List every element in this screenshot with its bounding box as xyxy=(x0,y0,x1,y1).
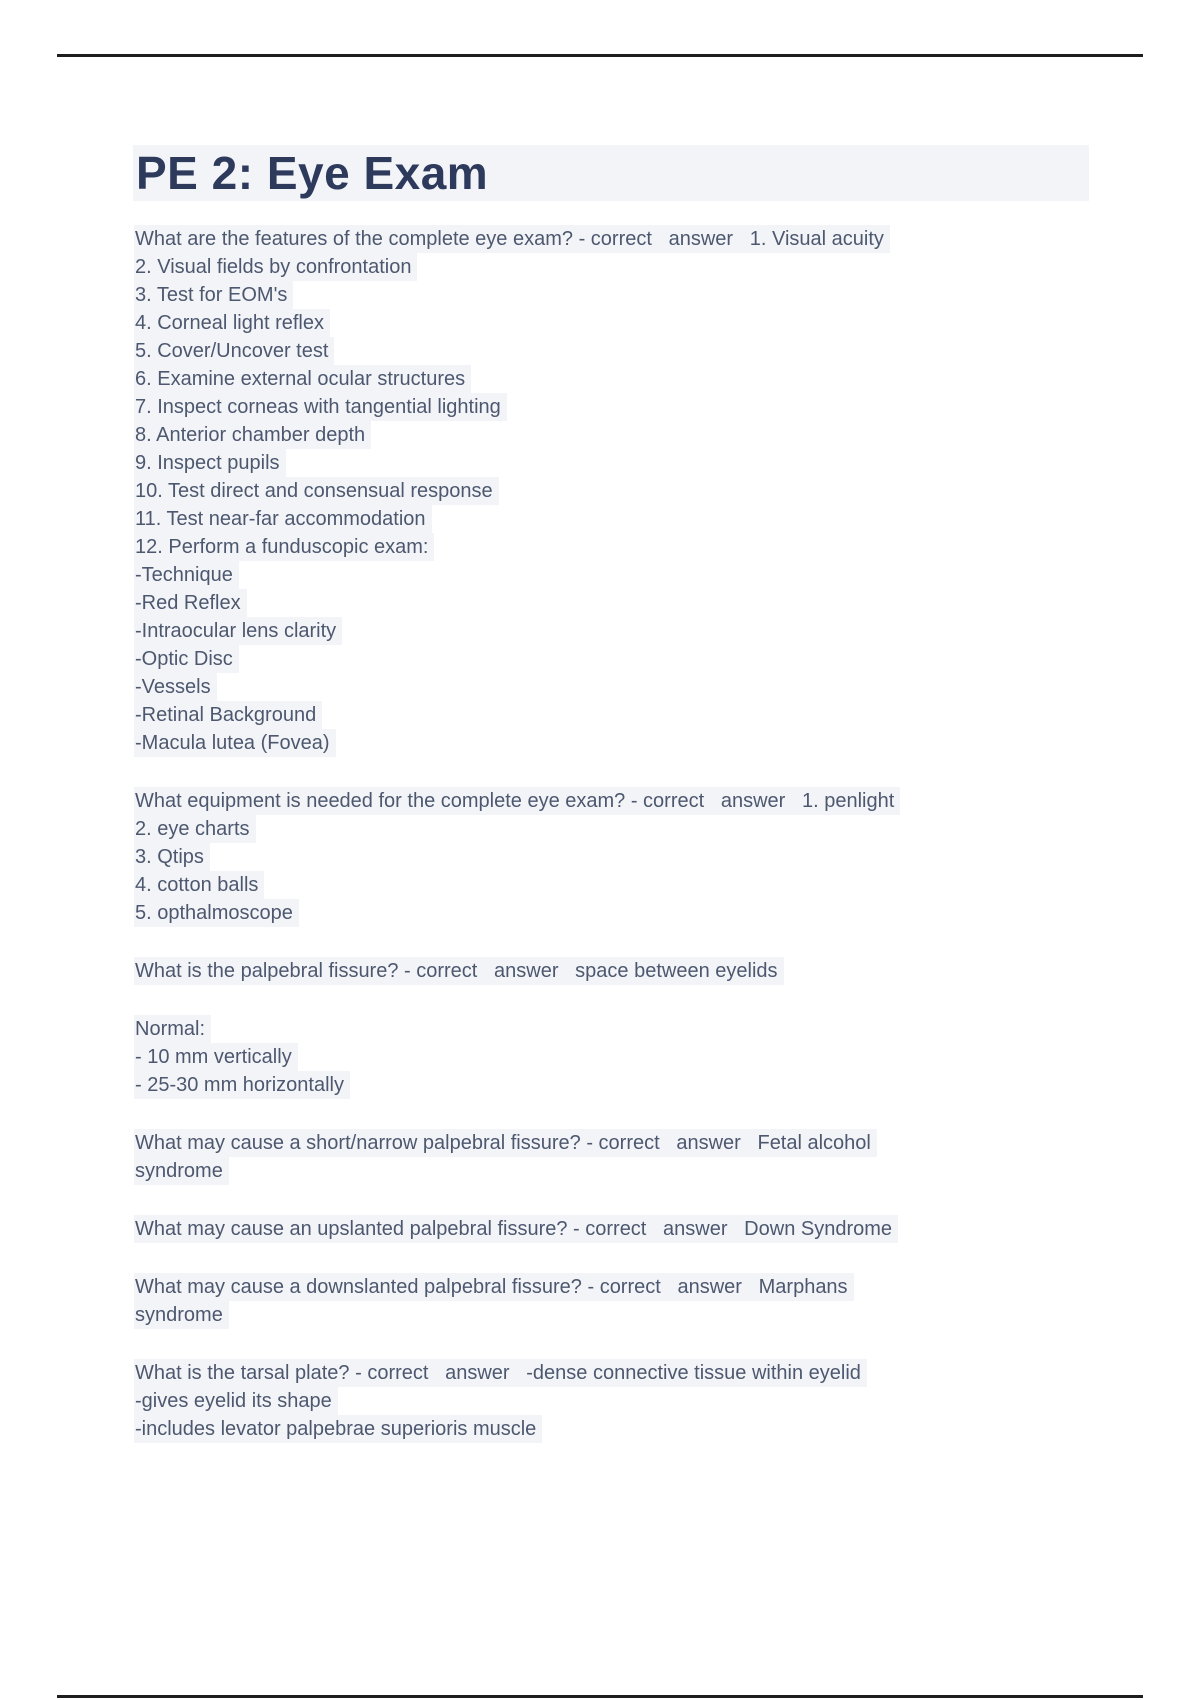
document-content xyxy=(135,225,1093,1473)
text-line-highlight: Normal: xyxy=(134,1015,211,1043)
text-line-highlight: What may cause an upslanted palpebral fissure? - correct answer Down Syndrome xyxy=(134,1215,898,1243)
text-line xyxy=(135,309,1093,337)
text-line-highlight: What may cause a downslanted palpebral fissure? - correct answer Marphans xyxy=(134,1273,854,1301)
text-line xyxy=(135,843,1093,871)
text-line xyxy=(135,1415,1093,1443)
qa-block-downslanted-fissure xyxy=(135,1273,1093,1329)
text-line xyxy=(135,871,1093,899)
text-line xyxy=(135,1071,1093,1099)
text-line-highlight: 10. Test direct and consensual response xyxy=(134,477,499,505)
text-line-highlight: What equipment is needed for the complete eye exam? - correct answer 1. penlight xyxy=(134,787,900,815)
text-line xyxy=(135,815,1093,843)
text-line xyxy=(135,1015,1093,1043)
qa-block-short-narrow-fissure xyxy=(135,1129,1093,1185)
text-line-highlight: -Optic Disc xyxy=(134,645,239,673)
text-line xyxy=(135,477,1093,505)
text-line-highlight: -Technique xyxy=(134,561,239,589)
qa-block-normal-measurements xyxy=(135,1015,1093,1099)
text-line xyxy=(135,365,1093,393)
text-line xyxy=(135,673,1093,701)
text-line-highlight: -Intraocular lens clarity xyxy=(134,617,342,645)
text-line xyxy=(135,225,1093,253)
text-line xyxy=(135,957,1093,985)
text-line-highlight: - 10 mm vertically xyxy=(134,1043,298,1071)
text-line-highlight: 2. eye charts xyxy=(134,815,256,843)
text-line xyxy=(135,1043,1093,1071)
text-line xyxy=(135,589,1093,617)
text-line xyxy=(135,561,1093,589)
text-line-highlight: 8. Anterior chamber depth xyxy=(134,421,371,449)
text-line-highlight: -Retinal Background xyxy=(134,701,322,729)
text-line xyxy=(135,533,1093,561)
text-line xyxy=(135,421,1093,449)
title-band xyxy=(133,145,1089,201)
text-line xyxy=(135,701,1093,729)
qa-block-palpebral-fissure xyxy=(135,957,1093,985)
qa-block-features-eye-exam xyxy=(135,225,1093,757)
text-line xyxy=(135,393,1093,421)
text-line-highlight: What may cause a short/narrow palpebral fissure? - correct answer Fetal alcohol xyxy=(134,1129,877,1157)
text-line xyxy=(135,505,1093,533)
text-line-highlight: syndrome xyxy=(134,1157,229,1185)
text-line-highlight: 4. Corneal light reflex xyxy=(134,309,330,337)
text-line xyxy=(135,1301,1093,1329)
text-line-highlight: -gives eyelid its shape xyxy=(134,1387,338,1415)
text-line-highlight: 4. cotton balls xyxy=(134,871,264,899)
text-line-highlight: 2. Visual fields by confrontation xyxy=(134,253,417,281)
text-line-highlight: 7. Inspect corneas with tangential lighting xyxy=(134,393,507,421)
top-rule xyxy=(57,54,1143,57)
text-line-highlight: syndrome xyxy=(134,1301,229,1329)
text-line-highlight: 6. Examine external ocular structures xyxy=(134,365,471,393)
text-line xyxy=(135,449,1093,477)
page-title: PE 2: Eye Exam xyxy=(136,147,489,199)
text-line-highlight: 5. Cover/Uncover test xyxy=(134,337,334,365)
text-line-highlight: 5. opthalmoscope xyxy=(134,899,299,927)
text-line-highlight: -Vessels xyxy=(134,673,217,701)
text-line-highlight: -Red Reflex xyxy=(134,589,247,617)
text-line xyxy=(135,899,1093,927)
text-line xyxy=(135,1129,1093,1157)
text-line-highlight: What is the tarsal plate? - correct answer -dense connective tissue within eyelid xyxy=(134,1359,867,1387)
qa-block-upslanted-fissure xyxy=(135,1215,1093,1243)
bottom-rule xyxy=(57,1695,1143,1698)
text-line-highlight: -includes levator palpebrae superioris muscle xyxy=(134,1415,542,1443)
text-line xyxy=(135,1157,1093,1185)
text-line xyxy=(135,1387,1093,1415)
text-line xyxy=(135,787,1093,815)
text-line xyxy=(135,645,1093,673)
text-line-highlight: What is the palpebral fissure? - correct answer space between eyelids xyxy=(134,957,784,985)
text-line-highlight: 9. Inspect pupils xyxy=(134,449,286,477)
text-line xyxy=(135,337,1093,365)
text-line xyxy=(135,281,1093,309)
text-line xyxy=(135,253,1093,281)
text-line xyxy=(135,729,1093,757)
text-line xyxy=(135,617,1093,645)
text-line-highlight: What are the features of the complete eye exam? - correct answer 1. Visual acuity xyxy=(134,225,890,253)
text-line xyxy=(135,1273,1093,1301)
text-line-highlight: - 25-30 mm horizontally xyxy=(134,1071,350,1099)
qa-block-equipment xyxy=(135,787,1093,927)
text-line-highlight: 3. Qtips xyxy=(134,843,210,871)
qa-block-tarsal-plate xyxy=(135,1359,1093,1443)
text-line-highlight: -Macula lutea (Fovea) xyxy=(134,729,336,757)
text-line-highlight: 3. Test for EOM's xyxy=(134,281,293,309)
text-line xyxy=(135,1359,1093,1387)
text-line xyxy=(135,1215,1093,1243)
text-line-highlight: 11. Test near-far accommodation xyxy=(134,505,432,533)
text-line-highlight: 12. Perform a funduscopic exam: xyxy=(134,533,434,561)
